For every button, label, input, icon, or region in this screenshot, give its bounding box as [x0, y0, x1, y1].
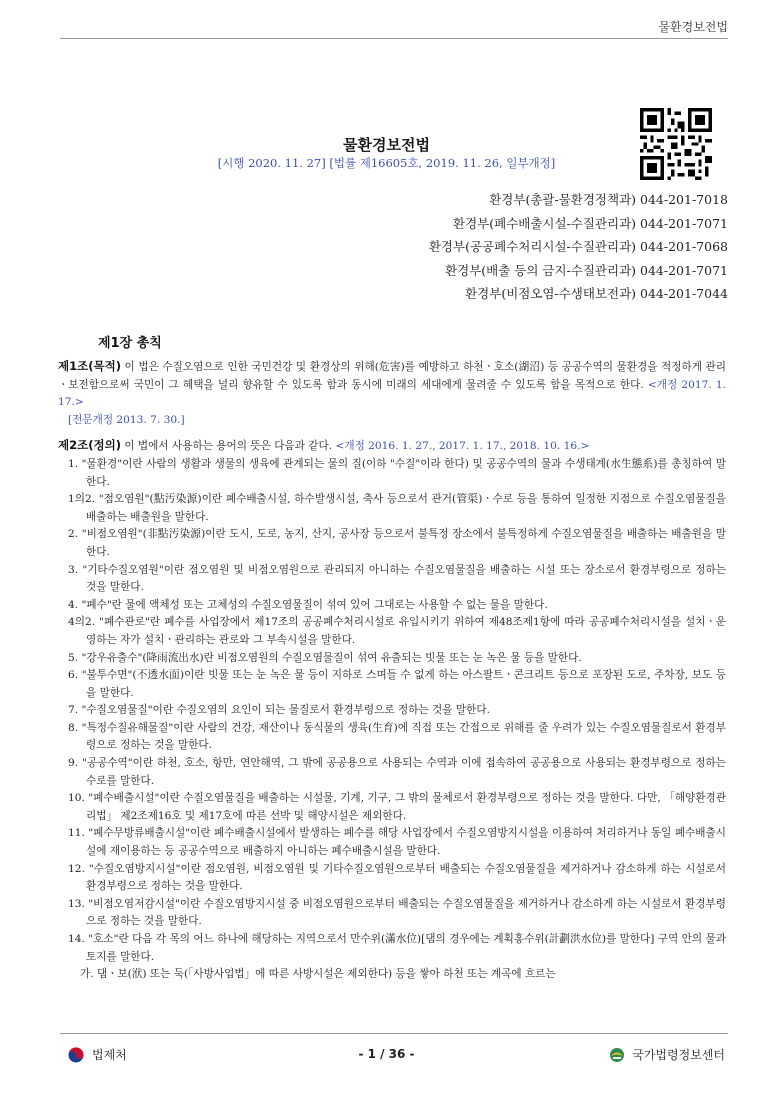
footer-rule [60, 1033, 728, 1034]
definition-item: 10. "폐수배출시설"이란 수질오염물질을 배출하는 시설물, 기계, 기구, 그 밖의 물체로서 환경부령으로 정하는 것을 말한다. 다만, 「해양환경관리법」 제2조제16호 및 제17호에 따른 선박 및 해양시설은 제외한다. [68, 792, 726, 822]
article-2-body: 이 법에서 사용하는 용어의 뜻은 다음과 같다. [120, 440, 336, 453]
article-2 [58, 437, 726, 456]
article-1-amendment: <개정 2017. 1. 17.> [58, 378, 727, 409]
footer-ministry: 법제처 [92, 1048, 127, 1062]
definition-subitem: 가. 댐ㆍ보(洑) 또는 둑(「사방사업법」에 따른 사방시설은 제외한다) 등을 쌓아 하천 또는 계곡에 흐르는 [80, 968, 556, 981]
law-content [58, 352, 726, 984]
chapter-heading: 제1장 총칙 [98, 336, 162, 351]
article-1 [58, 358, 726, 412]
article-1-heading: 제1조(목적) [58, 359, 121, 373]
contact-line: 환경부(비점오염-수생태보전과) 044-201-7044 [465, 286, 728, 301]
header-rule [60, 38, 728, 39]
page-number: - 1 / 36 - [358, 1047, 415, 1061]
article-1-body: 이 법은 수질오염으로 인한 국민건강 및 환경상의 위해(危害)를 예방하고 하천ㆍ호소(湖沼) 등 공공수역의 물환경을 적정하게 관리ㆍ보전함으로써 국민이 그 혜택을 널리 향유할 수 있도록 함과 동시에 미래의 세대에게 물려줄 수 있도록 함을 목적으로 한다. [58, 361, 726, 391]
law-center-logo-icon [608, 1047, 626, 1063]
definition-item: 5. "강우유출수"(降雨流出水)란 비점오염원의 수질오염물질이 섞여 유출되는 빗물 또는 눈 녹은 물 등을 말한다. [68, 651, 582, 664]
footer-law-center: 국가법령정보센터 [632, 1048, 725, 1062]
document-title: 물환경보전법 [343, 136, 430, 154]
article-1-full-revision: [전문개정 2013. 7. 30.] [68, 413, 185, 426]
document-header-label: 물환경보전법 [658, 20, 728, 34]
definition-item: 14. "호소"란 다음 각 목의 어느 하나에 해당하는 지역으로서 만수위(滿水位)[댐의 경우에는 계획홍수위(計劃洪水位)를 말한다] 구역 안의 물과 토지를 말한다. [68, 933, 726, 963]
contact-line: 환경부(폐수배출시설-수질관리과) 044-201-7071 [453, 215, 728, 231]
definition-item: 8. "특정수질유해물질"이란 사람의 건강, 재산이나 동식물의 생육(生育)에 직접 또는 간접으로 위해를 줄 우려가 있는 수질오염물질로서 환경부령으로 정하는 것을 말한다. [68, 721, 726, 752]
definition-item: 1. "물환경"이란 사람의 생활과 생물의 생육에 관계되는 물의 질(이하 "수질"이라 한다) 및 공공수역의 물과 수생태계(水生態系)를 총칭하여 말한다. [68, 457, 726, 488]
footer-right [608, 1046, 725, 1063]
definition-item: 7. "수질오염물질"이란 수질오염의 요인이 되는 물질로서 환경부령으로 정하는 것을 말한다. [68, 704, 490, 717]
contact-line: 환경부(공공폐수처리시설-수질관리과) 044-201-7068 [428, 239, 728, 254]
definition-item: 6. "불투수면"(不透水面)이란 빗물 또는 눈 녹은 물 등이 지하로 스며들 수 없게 하는 아스팔트ㆍ콘크리트 등으로 포장된 도로, 주차장, 보도 등을 말한다. [68, 669, 726, 699]
definition-item: 9. "공공수역"이란 하천, 호소, 항만, 연안해역, 그 밖에 공공용으로 사용되는 수역과 이에 접속하여 공공용으로 사용되는 환경부령으로 정하는 수로를 말한다. [68, 757, 726, 787]
definition-item: 12. "수질오염방지시설"이란 점오염원, 비점오염원 및 기타수질오염원으로부터 배출되는 수질오염물질을 제거하거나 감소하게 하는 시설로서 환경부령으로 정하는 것을 말한다. [68, 862, 726, 893]
definition-item: 3. "기타수질오염원"이란 점오염원 및 비점오염원으로 관리되지 아니하는 수질오염물질을 배출하는 시설 또는 장소로서 환경부령으로 정하는 것을 말한다. [68, 563, 726, 594]
definition-item: 2. "비점오염원"(非點汚染源)이란 도시, 도로, 농지, 산지, 공사장 등으로서 불특정 장소에서 불특정하게 수질오염물질을 배출하는 배출원을 말한다. [68, 528, 727, 558]
definition-item: 11. "폐수무방류배출시설"이란 폐수배출시설에서 발생하는 폐수를 해당 사업장에서 수질오염방지시설을 이용하여 처리하거나 동일 폐수배출시설에 재이용하는 등 공공수역으로 배출하지 아니하는 폐수배출시설을 말한다. [68, 827, 726, 858]
definition-item: 4. "폐수"란 물에 액체성 또는 고체성의 수질오염물질이 섞여 있어 그대로는 사용할 수 없는 물을 말한다. [68, 598, 548, 611]
contact-line: 환경부(총괄-물환경정책과) 044-201-7018 [489, 192, 728, 207]
definition-item: 1의2. "점오염원"(點汚染源)이란 폐수배출시설, 하수발생시설, 축사 등으로서 관거(管渠)ㆍ수로 등을 통하여 일정한 지점으로 수질오염물질을 배출하는 배출원을 말한다. [68, 493, 726, 523]
definition-item: 4의2. "폐수관로"란 폐수를 사업장에서 제17조의 공공폐수처리시설로 유입시키기 위하여 제48조제1항에 따라 공공폐수처리시설을 설치ㆍ운영하는 자가 설치ㆍ관리하는 관로와 그 부속시설을 말한다. [68, 616, 726, 646]
article-2-amendment: <개정 2016. 1. 27., 2017. 1. 17., 2018. 10. 16.> [335, 440, 590, 453]
definition-item: 13. "비점오염저감시설"이란 수질오염방지시설 중 비점오염원으로부터 배출되는 수질오염물질을 제거하거나 감소하게 하는 시설로서 환경부령으로 정하는 것을 말한다. [68, 897, 726, 928]
article-2-heading: 제2조(정의) [58, 438, 121, 453]
enforcement-info: [시행 2020. 11. 27] [법률 제16605호, 2019. 11. 26, 일부개정] [217, 156, 556, 170]
contact-line: 환경부(배출 등의 금지-수질관리과) 044-201-7071 [445, 262, 728, 278]
contact-list [429, 188, 728, 306]
